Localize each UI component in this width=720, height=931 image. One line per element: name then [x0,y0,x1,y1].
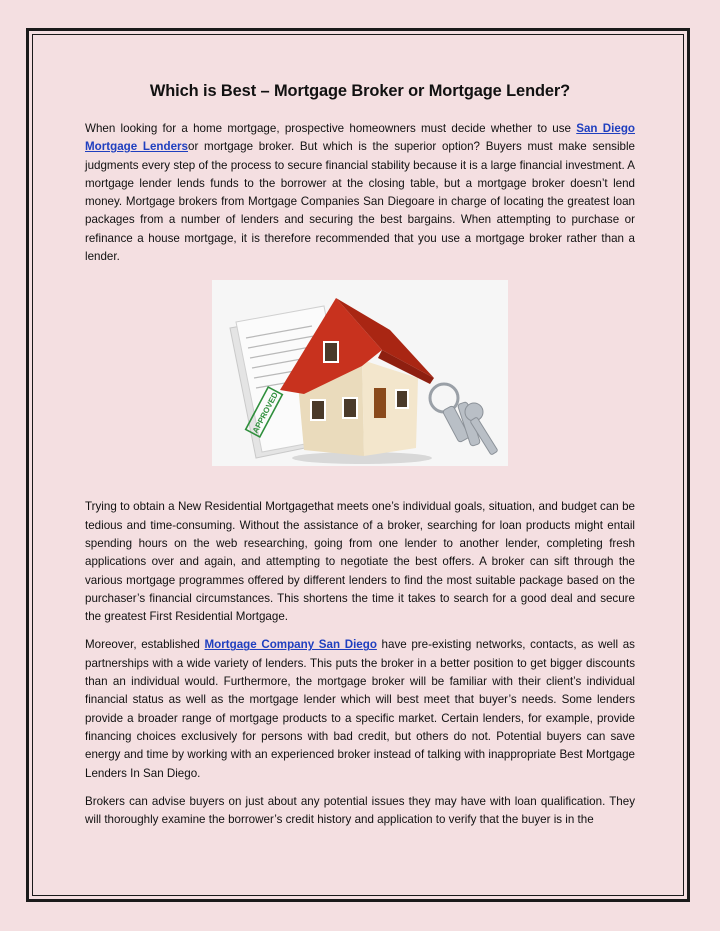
paragraph-intro-text-end: or mortgage broker. But which is the superior option? Buyers must make sensible judgments every step of the process to secure financial stability because it is a large financial investment. A mortgage lender lends funds to the borrower at the closing table, but a mortgage broker doesn’t lend money. Mortgage brokers from Mortgage Companies San Diegoare in charge of locating the greatest loan packages from a number of lenders and securing the best bargains. When attempting to purchase or refinance a house mortgage, it is therefore recommended that you use a mortgage broker rather than a lender. [85,140,635,264]
paragraph-networks [85,636,635,782]
paragraph-intro [85,120,635,266]
paragraph-advice: Brokers can advise buyers on just about any potential issues they may have with loan qualification. They will thoroughly examine the borrower’s credit history and application to verify that the buyer is in the [85,794,635,827]
document-body [85,82,635,839]
link-mortgage-company-san-diego[interactable]: Mortgage Company San Diego [204,638,377,652]
house-keys-image [212,280,508,466]
link-san-diego-mortgage-lenders[interactable]: San Diego Mortgage Lenders [85,122,635,154]
document-title: Which is Best – Mortgage Broker or Mortgage Lender? [149,82,571,100]
paragraph-broker-assistance: Trying to obtain a New Residential Mortgagethat meets one’s individual goals, situation, and budget can be tedious and time-consuming. Without the assistance of a broker, searching for loan products might entail spending hours on the web researching, going from one lender to another lender, completing fresh applications over and again, and attempting to negotiate the best offers. A broker can sift through the various mortgage programmes offered by different lenders to find the most suitable package based on the purchaser’s financial circumstances. This shortens the time it takes to search for a good deal and secure the greatest First Residential Mortgage. [85,500,635,624]
paragraph-intro-text-start: When looking for a home mortgage, prospective homeowners must decide whether to use [85,122,577,135]
approved-stamp-text: APPROVED [250,391,280,436]
paragraph-networks-text-end: have pre-existing networks, contacts, as well as partnerships with a wide variety of lenders. This puts the broker in a better position to get bigger discounts than an individual would. Furthermore, the mortgage broker will be familiar with their client’s individual financial status as well as the mortgage lender which will best meet that buyer’s needs. Some lenders provide a broader range of mortgage products to a specific market. Certain lenders, for example, provide financing choices exclusively for persons with bad credit, but others do not. Potential buyers can save energy and time by working with an experienced broker instead of talking with inappropriate Best Mortgage Lenders In San Diego. [85,638,635,780]
paragraph-networks-text-start: Moreover, established [85,638,205,652]
house-keys-illustration [212,280,508,466]
